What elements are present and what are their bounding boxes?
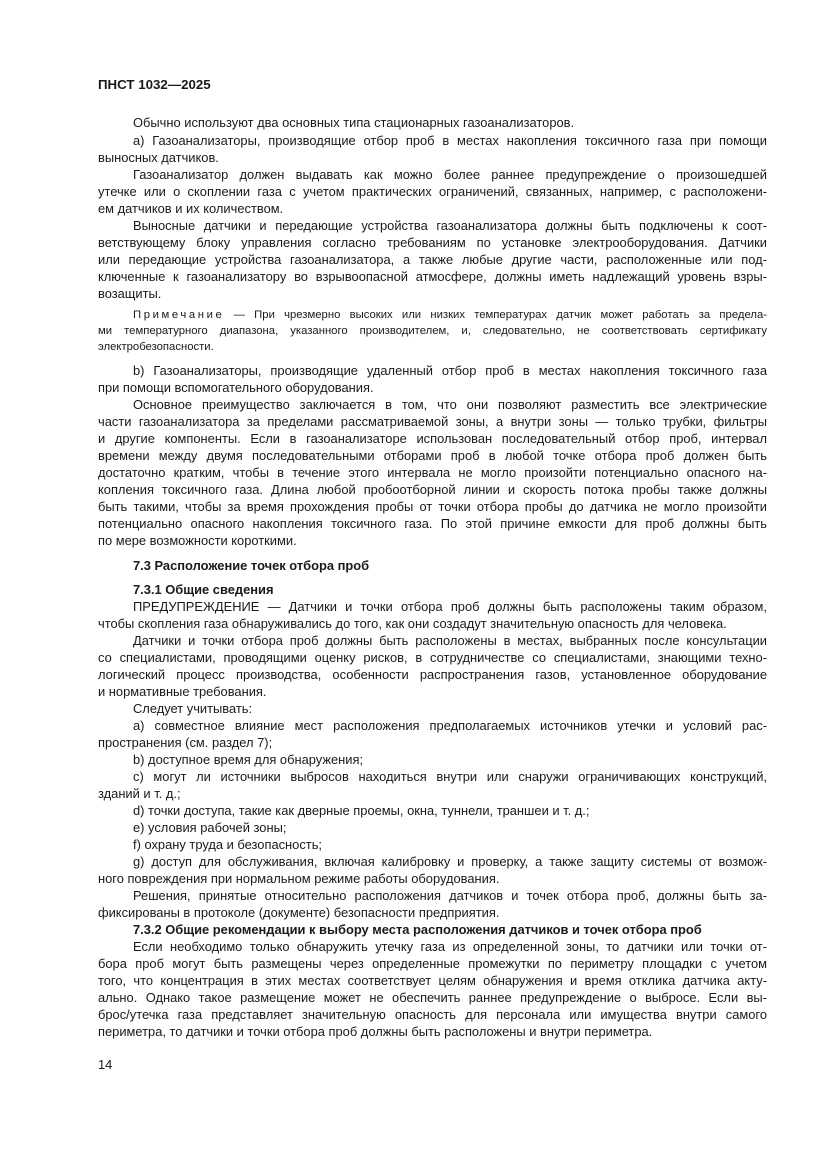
- decisions-paragraph-line: фиксированы в протоколе (документе) безопасности предприятия.: [98, 905, 500, 920]
- advantage-paragraph-line: времени между двумя последовательными отборами проб в любой точке отбора проб должен быть: [98, 448, 767, 463]
- remote-paragraph-line: Выносные датчики и передающие устройства газоанализатора должны быть подключены к соот-: [133, 218, 767, 233]
- advantage-paragraph-line: Основное преимущество заключается в том, что они позволяют разместить все электрические: [133, 397, 767, 412]
- item-b-line: b) Газоанализаторы, производящие удаленный отбор проб в местах накопления токсичного газа: [133, 363, 767, 378]
- note-label: Примечание: [133, 309, 225, 321]
- warning-paragraph-line: утечке или о скоплении газа с учетом практических ограничений, связанных, например, с расположени-: [98, 184, 767, 199]
- perimeter-paragraph-line: того, что концентрация в этих местах соответствует целям обнаружения и время отклика датчика акту-: [98, 973, 767, 988]
- advantage-paragraph-line: достаточно кратким, чтобы в течение этого интервала не могло произойти потенциально опасного на-: [98, 465, 767, 480]
- intro-paragraph: Обычно используют два основных типа стационарных газоанализаторов.: [133, 115, 575, 130]
- list-item-b: b) доступное время для обнаружения;: [133, 752, 364, 767]
- list-item-d: d) точки доступа, такие как дверные проемы, окна, туннели, траншеи и т. д.;: [133, 803, 590, 818]
- section-heading-7-3: 7.3 Расположение точек отбора проб: [133, 558, 370, 573]
- caution-paragraph-line: ПРЕДУПРЕЖДЕНИЕ — Датчики и точки отбора проб должны быть расположены таким образом,: [133, 599, 767, 614]
- list-item-c-line: с) могут ли источники выбросов находиться внутри или снаружи ограничивающих конструкций,: [133, 769, 767, 784]
- list-item-g-line: g) доступ для обслуживания, включая калибровку и проверку, а также защиту системы от возмож-: [133, 854, 767, 869]
- section-heading-7-3-1: 7.3.1 Общие сведения: [133, 582, 274, 597]
- remote-paragraph-line: возащиты.: [98, 286, 162, 301]
- page-number: 14: [98, 1057, 113, 1072]
- location-paragraph-line: логический процесс производства, особенности распространения газов, установленное оборудование: [98, 667, 767, 682]
- perimeter-paragraph-line: Если необходимо только обнаружить утечку газа из определенной зоны, то датчики или точки от-: [133, 939, 767, 954]
- list-item-c-line: зданий и т. д.;: [98, 786, 181, 801]
- perimeter-paragraph-line: бора проб могут быть размещены через определенные промежутки по периметру площадки с учетом: [98, 956, 767, 971]
- decisions-paragraph-line: Решения, принятые относительно расположения датчиков и точек отбора проб, должны быть за-: [133, 888, 767, 903]
- list-item-a-line: а) совместное влияние мест расположения предполагаемых источников утечки и условий рас-: [133, 718, 767, 733]
- list-item-a-line: пространения (см. раздел 7);: [98, 735, 273, 750]
- note-line: [133, 308, 767, 323]
- item-b-line: при помощи вспомогательного оборудования.: [98, 380, 374, 395]
- location-paragraph-line: и нормативные требования.: [98, 684, 267, 699]
- consider-intro: Следует учитывать:: [133, 701, 253, 716]
- advantage-paragraph-line: копления токсичного газа. Длина любой пробоотборной линии и скорость потока пробы также должны: [98, 482, 767, 497]
- warning-paragraph-line: ем датчиков и их количеством.: [98, 201, 284, 216]
- remote-paragraph-line: или передающие устройства газоанализатора, а также любые другие части, расположенные или под-: [98, 252, 767, 267]
- note-line: ми температурного диапазона, указанного производителем, и, следовательно, не соответствовать сертификату: [98, 325, 767, 337]
- note-line: электробезопасности.: [98, 341, 214, 353]
- advantage-paragraph-line: части газоанализатора за пределами рассматриваемой зоны, а внутри зоны — только трубки, фильтры: [98, 414, 767, 429]
- section-heading-7-3-2: 7.3.2 Общие рекомендации к выбору места расположения датчиков и точек отбора проб: [133, 922, 702, 937]
- item-a-line: а) Газоанализаторы, производящие отбор проб в местах накопления токсичного газа при помощи: [133, 133, 767, 148]
- remote-paragraph-line: ветствующему блоку управления согласно требованиям по установке электрооборудования. Датчики: [98, 235, 767, 250]
- remote-paragraph-line: ключенные к газоанализатору во взрывоопасной атмосфере, должны иметь надлежащий уровень взры-: [98, 269, 767, 284]
- advantage-paragraph-line: потенциально опасного накопления токсичного газа. По этой причине емкости для проб должны быть: [98, 516, 767, 531]
- perimeter-paragraph-line: периметра, то датчики и точки отбора проб должны быть расположены и внутри периметра.: [98, 1024, 653, 1039]
- warning-paragraph-line: Газоанализатор должен выдавать как можно более раннее предупреждение о произошедшей: [133, 167, 767, 182]
- location-paragraph-line: Датчики и точки отбора проб должны быть расположены в местах, выбранных после консультации: [133, 633, 767, 648]
- location-paragraph-line: со специалистами, проводящими оценку рисков, в сотрудничестве со специалистами, знающими техно-: [98, 650, 767, 665]
- list-item-g-line: ного повреждения при нормальном режиме работы оборудования.: [98, 871, 500, 886]
- perimeter-paragraph-line: ально. Однако такое размещение может не обеспечить раннее предупреждение о выбросе. Если вы-: [98, 990, 767, 1005]
- caution-paragraph-line: чтобы скопления газа обнаруживались до того, как они создадут значительную опасность для человека.: [98, 616, 727, 631]
- advantage-paragraph-line: по мере возможности короткими.: [98, 533, 297, 548]
- list-item-e: е) условия рабочей зоны;: [133, 820, 287, 835]
- perimeter-paragraph-line: брос/утечка газа представляет значительную опасность для персонала или имущества внутри самого: [98, 1007, 767, 1022]
- list-item-f: f) охрану труда и безопасность;: [133, 837, 322, 852]
- note-text: — При чрезмерно высоких или низких температурах датчик может работать за предела-: [224, 309, 767, 321]
- advantage-paragraph-line: быть такими, чтобы за время прохождения пробы от точки отбора пробы до датчика не могло произойти: [98, 499, 767, 514]
- document-header: ПНСТ 1032—2025: [98, 77, 211, 92]
- item-a-line: выносных датчиков.: [98, 150, 219, 165]
- advantage-paragraph-line: и другие компоненты. Если в газоанализаторе использован последовательный отбор проб, интервал: [98, 431, 767, 446]
